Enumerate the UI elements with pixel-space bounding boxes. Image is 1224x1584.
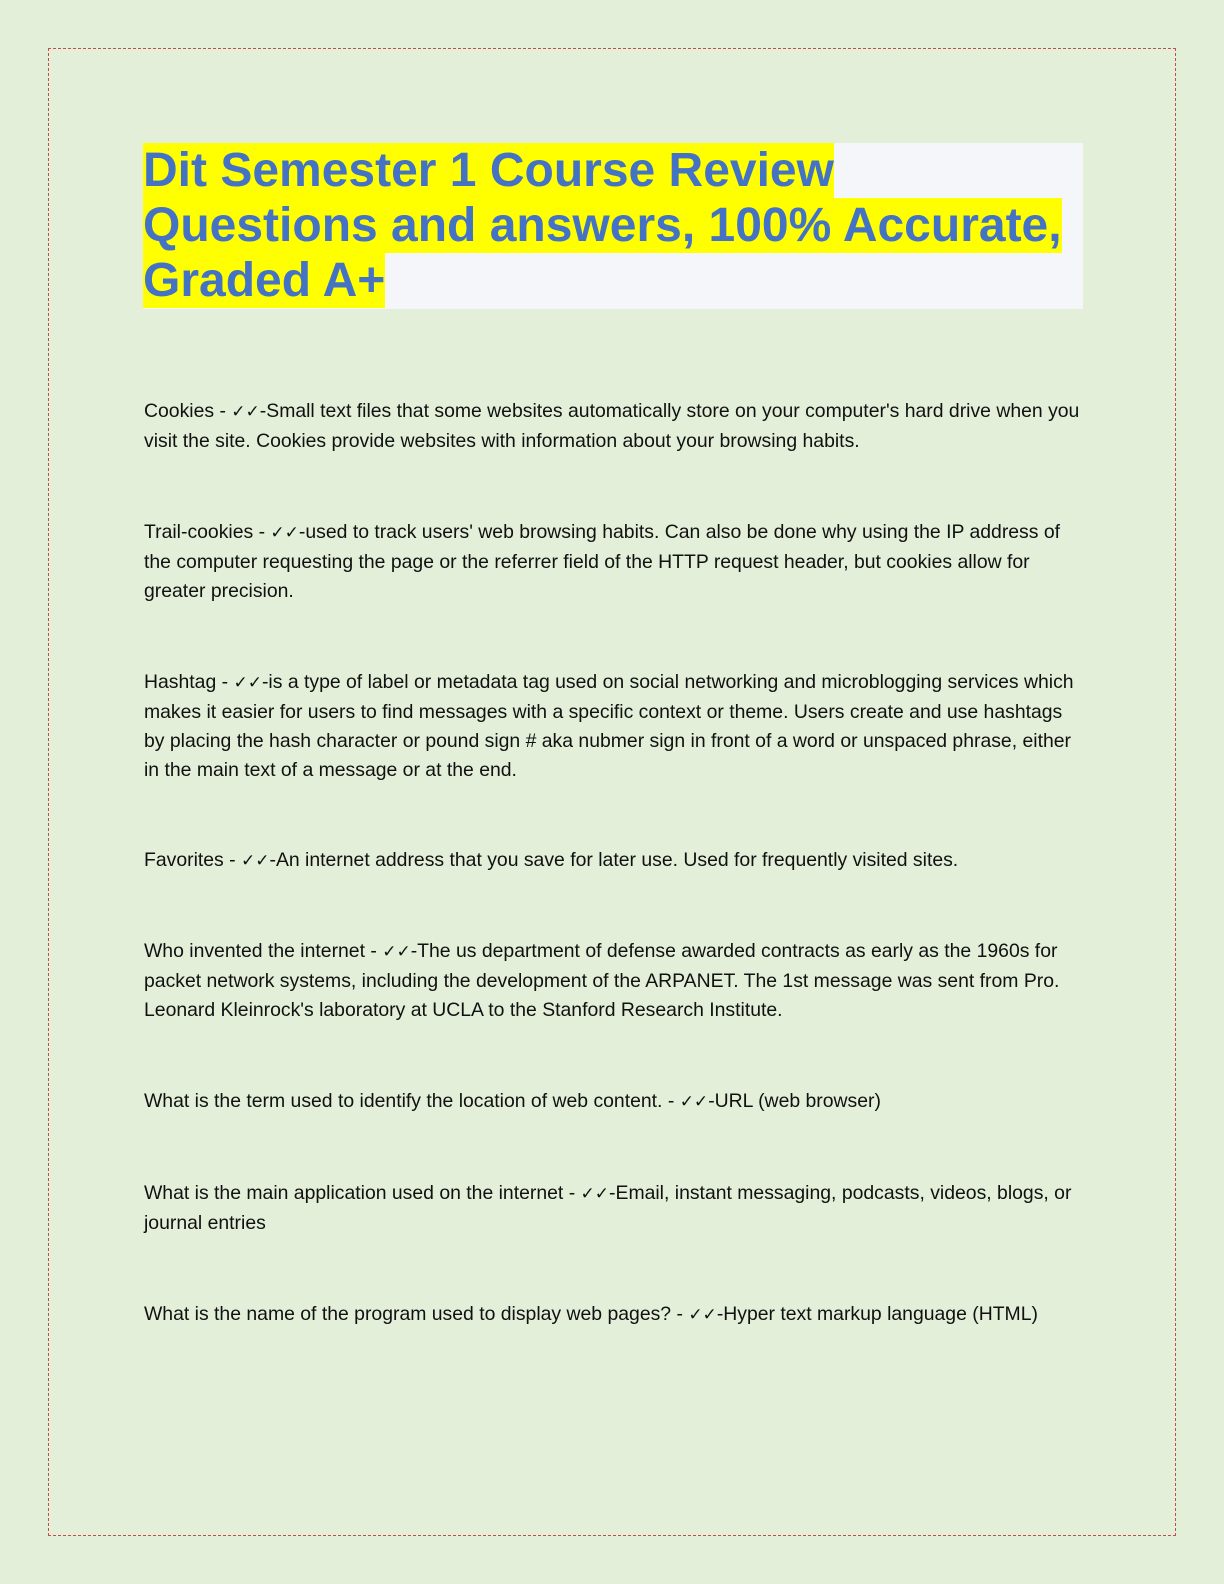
check-mark-icon: ✓✓ bbox=[679, 1092, 709, 1112]
qa-term: What is the name of the program used to display web pages? - bbox=[144, 1303, 689, 1325]
title-line-3: Graded A+ bbox=[143, 254, 386, 307]
qa-term: Cookies - bbox=[144, 400, 232, 422]
qa-answer: -An internet address that you save for later use. Used for frequently visited sites. bbox=[269, 849, 959, 871]
qa-term: What is the main application used on the internet - bbox=[144, 1182, 581, 1204]
qa-entry-trail-cookies bbox=[144, 518, 1084, 606]
qa-entry-hashtag bbox=[144, 668, 1084, 785]
document-title bbox=[143, 143, 1083, 308]
qa-answer: -used to track users' web browsing habits. Can also be done why using the IP address of the computer requesting the page or the referrer field of the HTTP request header, but cookies allow for greater precision. bbox=[144, 521, 1061, 602]
qa-answer: -Hyper text markup language (HTML) bbox=[716, 1303, 1038, 1325]
qa-term: Who invented the internet - bbox=[144, 940, 383, 962]
qa-entry-main-application bbox=[144, 1179, 1084, 1238]
qa-answer: -URL (web browser) bbox=[708, 1090, 881, 1112]
check-mark-icon: ✓✓ bbox=[231, 402, 260, 422]
qa-entry-url bbox=[144, 1087, 1084, 1117]
check-mark-icon: ✓✓ bbox=[580, 1184, 610, 1204]
qa-term: Trail-cookies - bbox=[144, 521, 271, 543]
qa-answer: -Small text files that some websites automatically store on your computer's hard drive when you visit the site. Cookies provide websites with information about your browsing habits. bbox=[144, 400, 1080, 452]
check-mark-icon: ✓✓ bbox=[233, 673, 262, 693]
qa-term: Favorites - bbox=[144, 849, 241, 871]
qa-term: What is the term used to identify the location of web content. - bbox=[144, 1090, 680, 1112]
qa-entry-favorites bbox=[144, 846, 1084, 876]
check-mark-icon: ✓✓ bbox=[240, 851, 270, 871]
title-box bbox=[143, 143, 1083, 309]
check-mark-icon: ✓✓ bbox=[382, 942, 411, 962]
qa-entry-who-invented bbox=[144, 937, 1084, 1025]
title-line-2: Questions and answers, 100% Accurate, bbox=[143, 199, 1062, 252]
title-line-1: Dit Semester 1 Course Review bbox=[143, 144, 834, 197]
check-mark-icon: ✓✓ bbox=[688, 1305, 717, 1325]
qa-entry-cookies bbox=[144, 397, 1084, 456]
qa-entry-display-program bbox=[144, 1300, 1084, 1330]
check-mark-icon: ✓✓ bbox=[270, 523, 299, 543]
qa-answer: -Email, instant messaging, podcasts, videos, blogs, or journal entries bbox=[144, 1182, 1072, 1234]
qa-answer: -is a type of label or metadata tag used on social networking and microblogging services which makes it easier for users to find messages with a specific context or theme. Users create and use hashtags by placing the hash character or pound sign # aka nubmer sign in front of a word or unspaced phrase, either in the main text of a message or at the end. bbox=[144, 671, 1074, 781]
qa-answer: -The us department of defense awarded contracts as early as the 1960s for packet network systems, including the development of the ARPANET. The 1st message was sent from Pro. Leonard Kleinrock's laboratory at UCLA to the Stanford Research Institute. bbox=[144, 940, 1060, 1021]
qa-term: Hashtag - bbox=[144, 671, 234, 693]
